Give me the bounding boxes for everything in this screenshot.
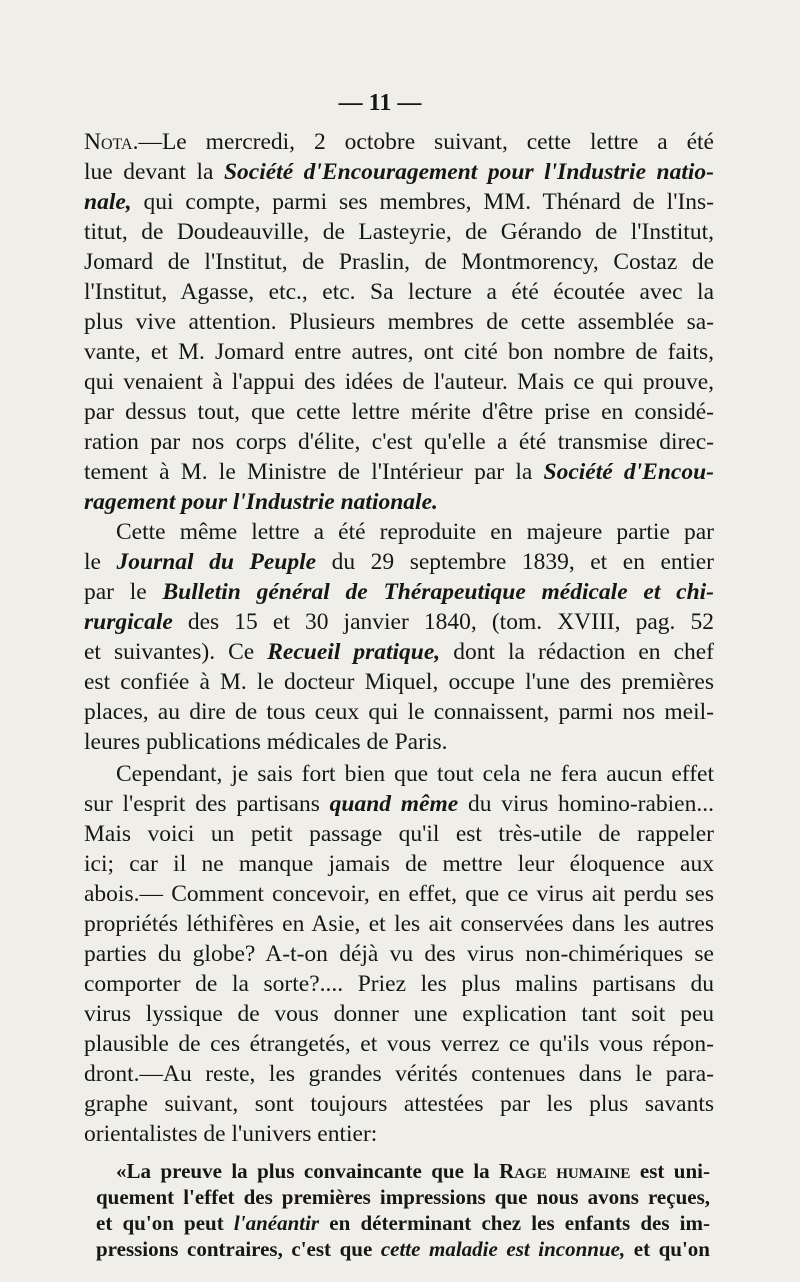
text-line: orientalistes de l'univers entier:: [84, 1121, 378, 1147]
text-line: et suivantes). Ce Recueil pratique, dont la rédaction en chef: [84, 639, 715, 665]
text-line: parties du globe? A-t-on déjà vu des virus non-chimériques se: [84, 941, 714, 967]
text-line: Cette même lettre a été reproduite en majeure partie par: [116, 519, 714, 545]
text-line: ragement pour l'Industrie nationale.: [84, 489, 438, 515]
quote-line: et qu'on peut l'anéantir en déterminant chez les enfants des im-: [96, 1211, 710, 1235]
text-line: nale, qui compte, parmi ses membres, MM. Thénard de l'Ins-: [84, 189, 714, 215]
text-line: Jomard de l'Institut, de Praslin, de Montmorency, Costaz de: [84, 249, 714, 275]
text-line: plus vive attention. Plusieurs membres de cette assemblée sa-: [84, 309, 714, 335]
text-line: ici; car il ne manque jamais de mettre leur éloquence aux: [84, 851, 714, 877]
text-line: titut, de Doudeauville, de Lasteyrie, de Gérando de l'Institut,: [84, 219, 714, 245]
text-line: graphe suivant, sont toujours attestées par les plus savants: [84, 1091, 714, 1117]
text-line: tement à M. le Ministre de l'Intérieur par la Société d'Encou-: [84, 459, 714, 485]
text-line: virus lyssique de vous donner une explication tant soit peu: [84, 1001, 714, 1027]
quote-line: quement l'effet des premières impressions que nous avons reçues,: [96, 1185, 710, 1209]
text-line: le Journal du Peuple du 29 septembre 1839, et en entier: [84, 549, 714, 575]
text-line: par dessus tout, que cette lettre mérite d'être prise en considé-: [84, 399, 714, 425]
text-line: plausible de ces étrangetés, et vous verrez ce qu'ils vous répon-: [84, 1031, 714, 1057]
quote-line: «La preuve la plus convaincante que la Rage humaine est uni-: [116, 1159, 710, 1183]
text-line: sur l'esprit des partisans quand même du virus homino-rabien...: [84, 791, 714, 817]
text-line: leures publications médicales de Paris.: [84, 729, 448, 755]
text-line: comporter de la sorte?.... Priez les plus malins partisans du: [84, 971, 714, 997]
page-number: — 11 —: [338, 90, 422, 116]
text-line: par le Bulletin général de Thérapeutique médicale et chi-: [84, 579, 714, 605]
text-line: Cependant, je sais fort bien que tout cela ne fera aucun effet: [116, 761, 714, 787]
text-line: Mais voici un petit passage qu'il est très-utile de rappeler: [84, 821, 714, 847]
text-line: l'Institut, Agasse, etc., etc. Sa lecture a été écoutée avec la: [84, 279, 714, 305]
text-line: places, au dire de tous ceux qui le connaissent, parmi nos meil-: [84, 699, 714, 725]
text-line: lue devant la Société d'Encouragement pour l'Industrie natio-: [84, 159, 714, 185]
text-line: rurgicale des 15 et 30 janvier 1840, (tom. XVIII, pag. 52: [84, 609, 714, 635]
text-line: qui venaient à l'appui des idées de l'auteur. Mais ce qui prouve,: [84, 369, 714, 395]
text-line: abois.— Comment concevoir, en effet, que ce virus ait perdu ses: [84, 881, 714, 907]
text-line: Nota.—Le mercredi, 2 octobre suivant, cette lettre a été: [84, 129, 714, 155]
quote-line: pressions contraires, c'est que cette maladie est inconnue, et qu'on: [96, 1237, 710, 1261]
text-line: vante, et M. Jomard entre autres, ont cité bon nombre de faits,: [84, 339, 714, 365]
text-line: propriétés léthifères en Asie, et les ait conservées dans les autres: [84, 911, 714, 937]
text-line: est confiée à M. le docteur Miquel, occupe l'une des premières: [84, 669, 714, 695]
text-line: dront.—Au reste, les grandes vérités contenues dans le para-: [84, 1061, 714, 1087]
text-line: ration par nos corps d'élite, c'est qu'elle a été transmise direc-: [84, 429, 714, 455]
